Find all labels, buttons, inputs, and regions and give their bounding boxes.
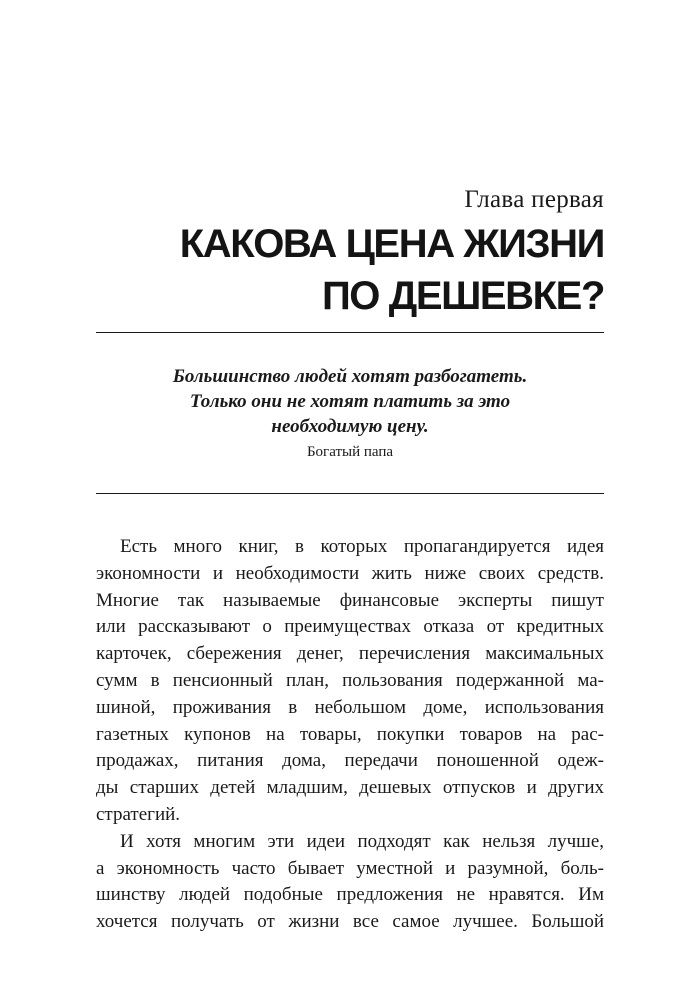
text-line: ды старших детей младшим, дешевых отпусков и других (96, 777, 604, 799)
text-line: шиной, проживания в небольшом доме, использования (96, 696, 604, 718)
text-line: И хотя многим эти идеи подходят как нельзя лучше, (120, 830, 604, 852)
text-line: а экономность часто бывает уместной и разумной, боль- (96, 857, 604, 879)
epigraph-attribution: Богатый папа (306, 444, 394, 460)
text-line: экономности и необходимости жить ниже своих средств. (96, 562, 604, 584)
text-line: шинству людей подобные предложения не нравятся. Им (96, 884, 604, 906)
epigraph (96, 364, 604, 462)
chapter-title-line: ПО ДЕШЕВКЕ? (321, 274, 604, 318)
chapter-title (180, 218, 604, 322)
text-line: карточек, сбережения денег, перечисления максимальных (96, 643, 604, 665)
text-line: сумм в пенсионный план, пользования подержанной ма- (96, 669, 604, 691)
chapter-label: Глава первая (464, 186, 604, 213)
epigraph-line: Большинство людей хотят разбогатеть. (172, 366, 528, 387)
text-line: газетных купонов на товары, покупки товаров на рас- (96, 723, 604, 745)
text-line: хочется получать от жизни все самое лучшее. Большой (96, 911, 604, 933)
top-divider (96, 332, 604, 333)
bottom-divider (96, 493, 604, 494)
text-line: Многие так называемые финансовые эксперты пишут (96, 589, 604, 611)
text-line: стратегий. (96, 803, 181, 825)
text-line: Есть много книг, в которых пропагандируется идея (120, 536, 604, 557)
text-line: или рассказывают о преимуществах отказа от кредитных (96, 616, 604, 638)
text-line: продажах, питания дома, передачи поношенной одеж- (96, 750, 604, 772)
paragraph-1 (96, 534, 604, 829)
epigraph-line: Только они не хотят платить за это (189, 391, 511, 412)
body-text (96, 534, 604, 936)
chapter-title-line: КАКОВА ЦЕНА ЖИЗНИ (179, 222, 604, 266)
paragraph-2 (96, 829, 604, 936)
epigraph-line: необходимую цену. (271, 416, 429, 437)
